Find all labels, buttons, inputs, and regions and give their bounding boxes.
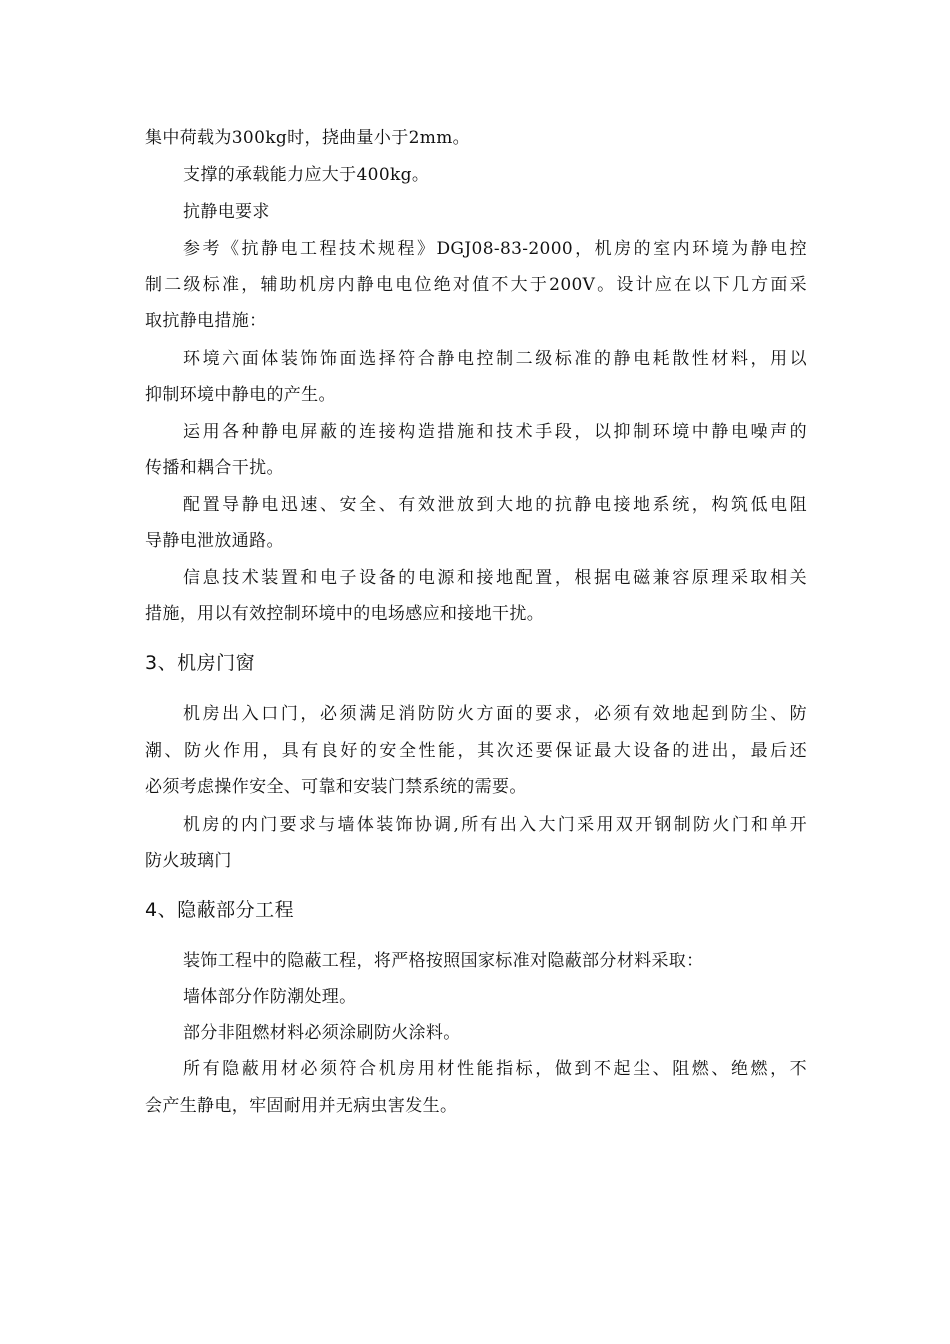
paragraph-line: 参考《抗静电工程技术规程》DGJ08-83-2000，机房的室内环境为静电控 xyxy=(183,239,807,259)
paragraph-line: 措施，用以有效控制环境中的电场感应和接地干扰。 xyxy=(145,604,545,624)
paragraph-line: 运用各种静电屏蔽的连接构造措施和技术手段，以抑制环境中静电噪声的 xyxy=(183,422,807,442)
paragraph-line: 墙体部分作防潮处理。 xyxy=(183,987,357,1007)
section-heading: 3、机房门窗 xyxy=(145,652,256,674)
paragraph-line: 制二级标准，辅助机房内静电电位绝对值不大于200V。设计应在以下几方面采 xyxy=(145,275,807,295)
paragraph-line: 信息技术装置和电子设备的电源和接地配置，根据电磁兼容原理采取相关 xyxy=(183,568,807,588)
paragraph-line: 配置导静电迅速、安全、有效泄放到大地的抗静电接地系统，构筑低电阻 xyxy=(183,495,807,515)
paragraph-line: 抗静电要求 xyxy=(183,202,270,222)
paragraph-line: 集中荷载为300kg时，挠曲量小于2mm。 xyxy=(145,128,471,148)
paragraph-line: 机房的内门要求与墙体装饰协调,所有出入大门采用双开钢制防火门和单开 xyxy=(183,815,807,835)
paragraph-line: 取抗静电措施： xyxy=(145,311,267,331)
paragraph-line: 会产生静电，牢固耐用并无病虫害发生。 xyxy=(145,1096,458,1116)
paragraph-line: 所有隐蔽用材必须符合机房用材性能指标，做到不起尘、阻燃、绝燃，不 xyxy=(183,1059,807,1079)
paragraph-line: 潮、防火作用，具有良好的安全性能，其次还要保证最大设备的进出，最后还 xyxy=(145,741,807,761)
paragraph-line: 必须考虑操作安全、可靠和安装门禁系统的需要。 xyxy=(145,777,527,797)
paragraph-line: 防火玻璃门 xyxy=(145,851,232,871)
paragraph-line: 环境六面体装饰饰面选择符合静电控制二级标准的静电耗散性材料，用以 xyxy=(183,349,807,369)
paragraph-line: 机房出入口门，必须满足消防防火方面的要求，必须有效地起到防尘、防 xyxy=(183,704,807,724)
paragraph-line: 抑制环境中静电的产生。 xyxy=(145,385,336,405)
paragraph-line: 传播和耦合干扰。 xyxy=(145,458,284,478)
paragraph-line: 装饰工程中的隐蔽工程，将严格按照国家标准对隐蔽部分材料采取： xyxy=(183,951,704,971)
paragraph-line: 导静电泄放通路。 xyxy=(145,531,284,551)
section-heading: 4、隐蔽部分工程 xyxy=(145,899,295,921)
paragraph-line: 部分非阻燃材料必须涂刷防火涂料。 xyxy=(183,1023,461,1043)
paragraph-line: 支撑的承载能力应大于400kg。 xyxy=(183,165,430,185)
